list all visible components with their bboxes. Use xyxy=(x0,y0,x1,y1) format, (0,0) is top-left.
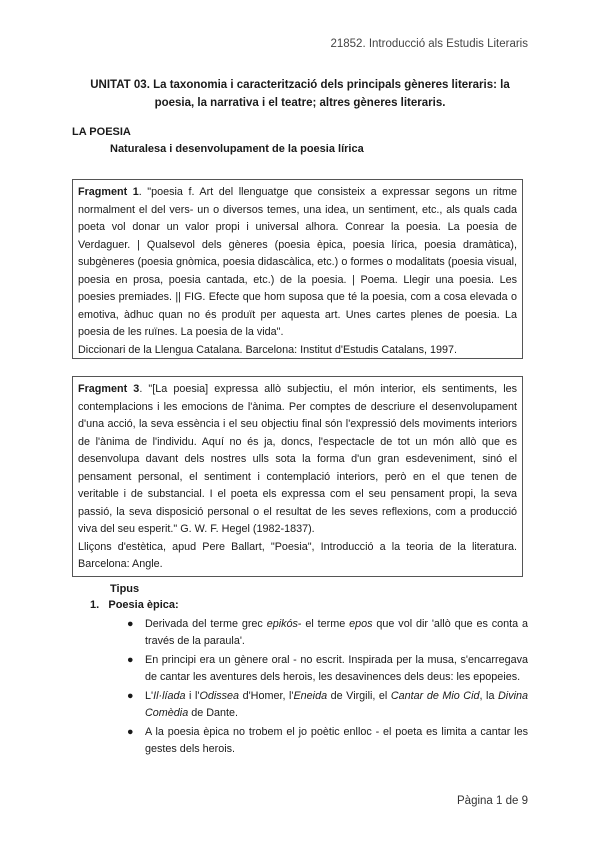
text-run: d'Homer, l' xyxy=(239,690,294,702)
italic-title: Il·líada xyxy=(153,690,186,702)
fragment-1-text: . "poesia f. Art del llenguatge que consisteix a expressar segons un ritme normalment el del vers- un o diversos temes, una idea, un sentiment, etc., als quals cada poeta vol donar un valor propi i universal alhora. Conrear la poesia. La poesia de Verdaguer. | Qualsevol dels gèneres (poesia èpica, poesia lírica, poesia dramàtica), subgèneres (poesia gnòmica, poesia didascàlica, etc.) o formes o modalitats (poesia visual, poesia en prosa, poesia cantada, etc.) de la poesia. | Poema. Llegir una poesia. Les poesies premiades. || FIG. Efecte que hom suposa que té la poesia, com a cosa elevada o emotiva, àdhuc quan no és produït per aquesta art. Unes cartes plenes de poesia. La poesia de les ruïnes. La poesia de la vida". xyxy=(78,186,517,338)
running-header: 21852. Introducció als Estudis Literaris xyxy=(330,38,528,50)
section-heading: LA POESIA xyxy=(72,126,131,138)
fragment-1-source: Diccionari de la Llengua Catalana. Barcelona: Institut d'Estudis Catalans, 1997. xyxy=(78,343,457,356)
subsection-heading: Naturalesa i desenvolupament de la poesia lírica xyxy=(110,143,364,155)
fragment-3-box xyxy=(72,376,523,577)
text-run: que vol dir 'allò que es conta a través de la paraula'. xyxy=(145,618,529,647)
text-run: - el terme xyxy=(297,618,350,630)
italic-title: Divina Comèdia xyxy=(145,690,529,719)
list-item xyxy=(120,688,528,721)
bullet-icon: ● xyxy=(127,618,134,630)
fragment-1-box xyxy=(72,179,523,359)
tipus-heading: Tipus xyxy=(110,583,140,595)
bullet-list xyxy=(120,616,528,760)
text-run: de Dante. xyxy=(188,706,239,719)
italic-term: epos xyxy=(349,618,373,630)
text-run: Derivada del terme grec xyxy=(145,618,267,630)
text-run: A la poesia èpica no trobem el jo poètic enlloc - el poeta es limita a cantar les gestes dels herois. xyxy=(145,726,528,755)
bullet-icon: ● xyxy=(127,726,134,738)
list-label: Poesia èpica: xyxy=(108,599,179,611)
list-item xyxy=(120,616,528,649)
text-run: i l' xyxy=(185,690,200,702)
text-run: , la xyxy=(479,690,498,702)
list-item-epic-poetry xyxy=(90,599,179,611)
list-item xyxy=(120,652,528,685)
page-number: Pàgina 1 de 9 xyxy=(457,795,528,807)
list-item xyxy=(120,724,528,757)
fragment-3-label: Fragment 3 xyxy=(78,383,140,395)
italic-term: epikós xyxy=(266,618,298,630)
italic-title: Cantar de Mio Cid xyxy=(390,690,480,702)
list-number: 1. xyxy=(90,599,100,611)
fragment-3-text: . "[La poesia] expressa allò subjectiu, el món interior, els sentiments, les contemplacions i les emocions de l'ànima. Per comptes de descriure el desenvolupament d'una acció, la seva essència i el seu objectiu final són l'expressió dels moviments interiors de l'ànima de l'individu. Aquí no és ja, doncs, l'espectacle de tot un món allò que es desenvolupa davant dels nostres ulls sota la forma d'un gran esdeveniment, sinó el pensament personal, el sentiment i contemplació interiors, però en el que tenen de veritable i de substancial. I el poeta els expressa com el seu pensament propi, la seva passió, la seva disposició personal o el resultat de les seves reflexions, com a producció viva del seu esperit." G. W. F. Hegel (1982-1837). xyxy=(78,383,517,535)
bullet-icon: ● xyxy=(127,654,134,666)
fragment-3-source: Lliçons d'estètica, apud Pere Ballart, "Poesia", Introducció a la teoria de la literatura. Barcelona: Angle. xyxy=(78,540,517,570)
text-run: de Virgili, el xyxy=(327,690,391,702)
text-run: En principi era un gènere oral - no escrit. Inspirada per la musa, s'encarregava de cantar les aventures dels herois, les desavinences dels deus: les epopeies. xyxy=(145,654,528,683)
bullet-icon: ● xyxy=(127,690,134,702)
text-run: L' xyxy=(145,690,154,702)
italic-title: Odissea xyxy=(199,690,240,702)
page-title: UNITAT 03. La taxonomia i caracterització dels principals gèneres literaris: la poesia, la narrativa i el teatre; altres gèneres literaris. xyxy=(90,79,510,109)
fragment-1-label: Fragment 1 xyxy=(78,186,139,198)
italic-title: Eneida xyxy=(293,690,328,702)
